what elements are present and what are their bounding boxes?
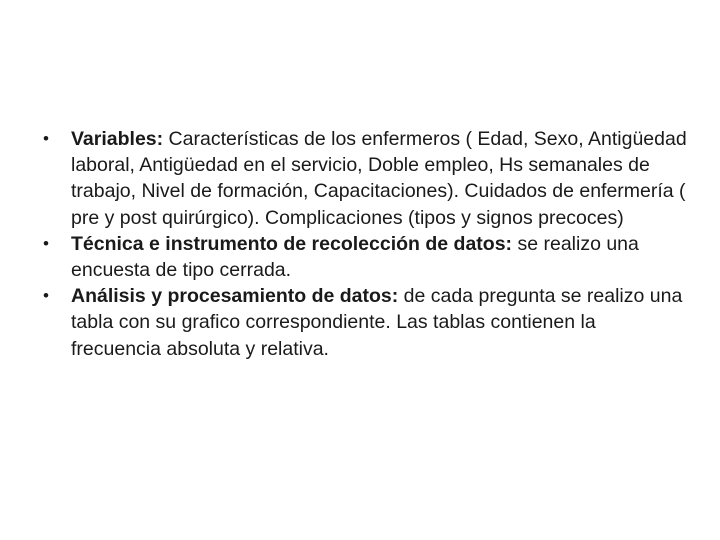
bullet-icon: • [43,129,49,148]
list-item-analisis [40,283,690,362]
bullet-list [40,126,690,362]
item-text: de cada pregunta se realizo una tabla con su grafico correspondiente. Las tablas contienen la frecuencia absoluta y relativa. [71,285,683,360]
list-item-variables [40,126,690,231]
bullet-icon: • [43,233,49,253]
item-label: Variables: [71,128,164,150]
item-label: Análisis y procesamiento de datos: [71,285,399,308]
item-text: se realizo una encuesta de tipo cerrada. [71,232,639,282]
bullet-icon: • [43,286,49,306]
list-item-tecnica [40,231,690,283]
item-label: Técnica e instrumento de recolección de datos: [71,232,513,255]
item-text: Características de los enfermeros ( Edad, Sexo, Antigüedad laboral, Antigüedad en el servicio, Doble empleo, Hs semanales de trabajo, Nivel de formación, Capacitaciones). Cuidados de enfermería ( pre y post quirúrgico). Complicaciones (tipos y signos precoces) [71,128,687,229]
